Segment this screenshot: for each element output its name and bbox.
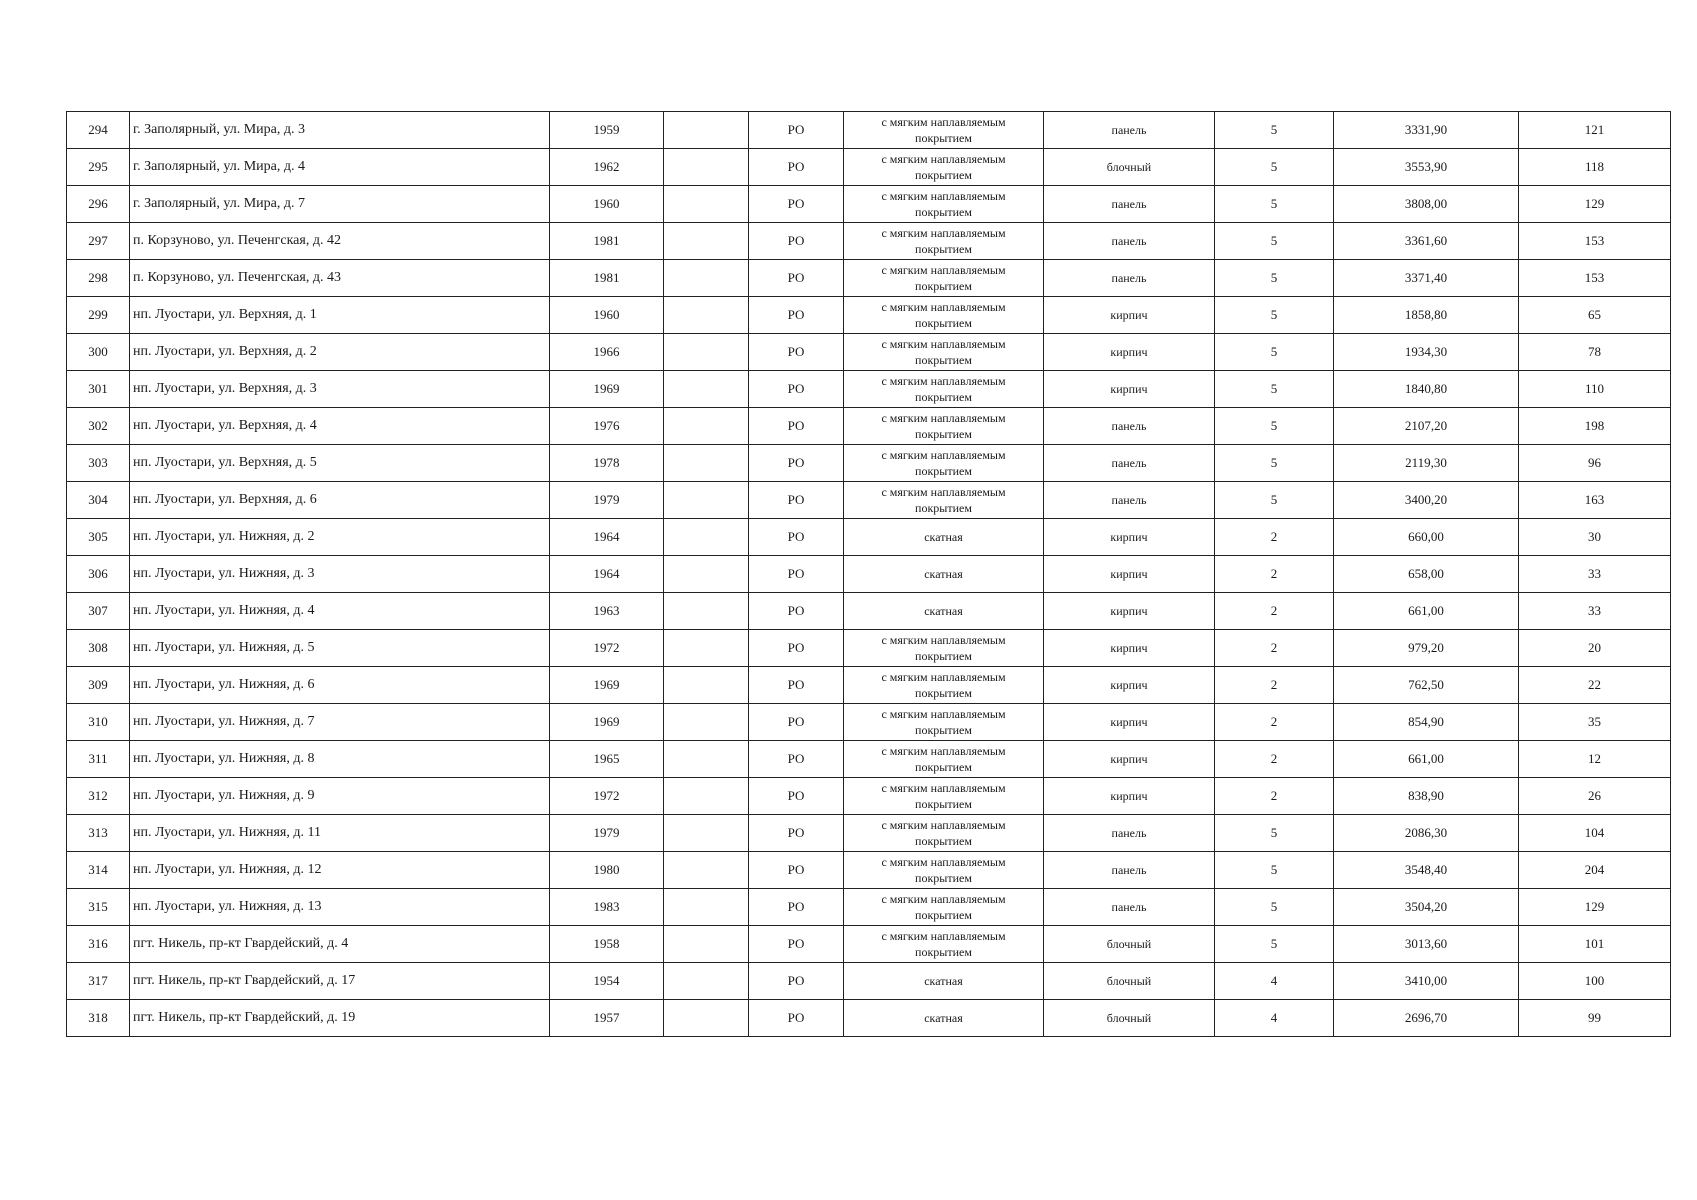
residents-cell: 153 <box>1519 223 1671 260</box>
empty-cell <box>664 482 749 519</box>
wall-material-cell: блочный <box>1044 963 1215 1000</box>
area-cell: 2119,30 <box>1334 445 1519 482</box>
roof-type-cell: скатная <box>844 963 1044 1000</box>
wall-material-cell: кирпич <box>1044 630 1215 667</box>
residents-cell: 129 <box>1519 889 1671 926</box>
table-row <box>67 297 1671 334</box>
build-year-cell: 1979 <box>550 815 664 852</box>
floors-cell: 2 <box>1215 519 1334 556</box>
row-number-cell: 298 <box>67 260 130 297</box>
program-cell: РО <box>749 371 844 408</box>
empty-cell <box>664 371 749 408</box>
build-year-cell: 1964 <box>550 556 664 593</box>
build-year-cell: 1959 <box>550 112 664 149</box>
residents-cell: 129 <box>1519 186 1671 223</box>
program-cell: РО <box>749 630 844 667</box>
address-cell: нп. Луостари, ул. Верхняя, д. 6 <box>130 482 550 519</box>
row-number-cell: 297 <box>67 223 130 260</box>
residents-cell: 12 <box>1519 741 1671 778</box>
floors-cell: 2 <box>1215 704 1334 741</box>
row-number-cell: 315 <box>67 889 130 926</box>
program-cell: РО <box>749 963 844 1000</box>
empty-cell <box>664 593 749 630</box>
residents-cell: 100 <box>1519 963 1671 1000</box>
address-cell: нп. Луостари, ул. Нижняя, д. 4 <box>130 593 550 630</box>
floors-cell: 5 <box>1215 482 1334 519</box>
residents-cell: 121 <box>1519 112 1671 149</box>
area-cell: 762,50 <box>1334 667 1519 704</box>
build-year-cell: 1965 <box>550 741 664 778</box>
floors-cell: 5 <box>1215 223 1334 260</box>
roof-type-cell: с мягким наплавляемым покрытием <box>844 889 1044 926</box>
address-cell: нп. Луостари, ул. Верхняя, д. 5 <box>130 445 550 482</box>
row-number-cell: 310 <box>67 704 130 741</box>
row-number-cell: 313 <box>67 815 130 852</box>
housing-registry-table <box>66 111 1671 1037</box>
table-row <box>67 482 1671 519</box>
area-cell: 979,20 <box>1334 630 1519 667</box>
wall-material-cell: кирпич <box>1044 371 1215 408</box>
roof-type-cell: с мягким наплавляемым покрытием <box>844 297 1044 334</box>
empty-cell <box>664 630 749 667</box>
residents-cell: 118 <box>1519 149 1671 186</box>
build-year-cell: 1954 <box>550 963 664 1000</box>
table-row <box>67 889 1671 926</box>
area-cell: 661,00 <box>1334 593 1519 630</box>
area-cell: 3808,00 <box>1334 186 1519 223</box>
address-cell: пгт. Никель, пр-кт Гвардейский, д. 17 <box>130 963 550 1000</box>
row-number-cell: 306 <box>67 556 130 593</box>
roof-type-cell: с мягким наплавляемым покрытием <box>844 260 1044 297</box>
residents-cell: 104 <box>1519 815 1671 852</box>
address-cell: нп. Луостари, ул. Нижняя, д. 9 <box>130 778 550 815</box>
wall-material-cell: панель <box>1044 445 1215 482</box>
wall-material-cell: кирпич <box>1044 556 1215 593</box>
wall-material-cell: кирпич <box>1044 297 1215 334</box>
floors-cell: 5 <box>1215 852 1334 889</box>
address-cell: п. Корзуново, ул. Печенгская, д. 42 <box>130 223 550 260</box>
floors-cell: 2 <box>1215 556 1334 593</box>
table-row <box>67 741 1671 778</box>
residents-cell: 198 <box>1519 408 1671 445</box>
row-number-cell: 307 <box>67 593 130 630</box>
roof-type-cell: с мягким наплавляемым покрытием <box>844 741 1044 778</box>
empty-cell <box>664 186 749 223</box>
build-year-cell: 1981 <box>550 260 664 297</box>
floors-cell: 5 <box>1215 149 1334 186</box>
build-year-cell: 1957 <box>550 1000 664 1037</box>
empty-cell <box>664 741 749 778</box>
empty-cell <box>664 963 749 1000</box>
floors-cell: 2 <box>1215 593 1334 630</box>
residents-cell: 26 <box>1519 778 1671 815</box>
empty-cell <box>664 297 749 334</box>
empty-cell <box>664 778 749 815</box>
area-cell: 1858,80 <box>1334 297 1519 334</box>
table-row <box>67 704 1671 741</box>
build-year-cell: 1962 <box>550 149 664 186</box>
empty-cell <box>664 852 749 889</box>
floors-cell: 2 <box>1215 667 1334 704</box>
empty-cell <box>664 149 749 186</box>
residents-cell: 99 <box>1519 1000 1671 1037</box>
wall-material-cell: панель <box>1044 112 1215 149</box>
empty-cell <box>664 334 749 371</box>
empty-cell <box>664 260 749 297</box>
area-cell: 3504,20 <box>1334 889 1519 926</box>
area-cell: 3410,00 <box>1334 963 1519 1000</box>
wall-material-cell: кирпич <box>1044 741 1215 778</box>
empty-cell <box>664 926 749 963</box>
floors-cell: 5 <box>1215 334 1334 371</box>
build-year-cell: 1969 <box>550 667 664 704</box>
residents-cell: 101 <box>1519 926 1671 963</box>
area-cell: 2086,30 <box>1334 815 1519 852</box>
address-cell: п. Корзуново, ул. Печенгская, д. 43 <box>130 260 550 297</box>
floors-cell: 4 <box>1215 1000 1334 1037</box>
wall-material-cell: кирпич <box>1044 519 1215 556</box>
table-row <box>67 815 1671 852</box>
build-year-cell: 1980 <box>550 852 664 889</box>
floors-cell: 5 <box>1215 260 1334 297</box>
table-row <box>67 926 1671 963</box>
program-cell: РО <box>749 741 844 778</box>
address-cell: нп. Луостари, ул. Нижняя, д. 7 <box>130 704 550 741</box>
floors-cell: 5 <box>1215 297 1334 334</box>
empty-cell <box>664 1000 749 1037</box>
roof-type-cell: с мягким наплавляемым покрытием <box>844 149 1044 186</box>
roof-type-cell: скатная <box>844 556 1044 593</box>
row-number-cell: 302 <box>67 408 130 445</box>
program-cell: РО <box>749 334 844 371</box>
address-cell: нп. Луостари, ул. Нижняя, д. 12 <box>130 852 550 889</box>
area-cell: 3371,40 <box>1334 260 1519 297</box>
empty-cell <box>664 667 749 704</box>
table-row <box>67 852 1671 889</box>
wall-material-cell: кирпич <box>1044 704 1215 741</box>
wall-material-cell: блочный <box>1044 926 1215 963</box>
program-cell: РО <box>749 889 844 926</box>
area-cell: 661,00 <box>1334 741 1519 778</box>
roof-type-cell: с мягким наплавляемым покрытием <box>844 482 1044 519</box>
area-cell: 3013,60 <box>1334 926 1519 963</box>
program-cell: РО <box>749 445 844 482</box>
wall-material-cell: панель <box>1044 186 1215 223</box>
floors-cell: 5 <box>1215 186 1334 223</box>
floors-cell: 5 <box>1215 445 1334 482</box>
residents-cell: 78 <box>1519 334 1671 371</box>
wall-material-cell: кирпич <box>1044 667 1215 704</box>
area-cell: 1840,80 <box>1334 371 1519 408</box>
wall-material-cell: кирпич <box>1044 778 1215 815</box>
residents-cell: 153 <box>1519 260 1671 297</box>
table-row <box>67 371 1671 408</box>
program-cell: РО <box>749 778 844 815</box>
residents-cell: 163 <box>1519 482 1671 519</box>
table-row <box>67 112 1671 149</box>
roof-type-cell: с мягким наплавляемым покрытием <box>844 704 1044 741</box>
build-year-cell: 1978 <box>550 445 664 482</box>
row-number-cell: 318 <box>67 1000 130 1037</box>
row-number-cell: 311 <box>67 741 130 778</box>
table-row <box>67 334 1671 371</box>
wall-material-cell: кирпич <box>1044 593 1215 630</box>
address-cell: г. Заполярный, ул. Мира, д. 3 <box>130 112 550 149</box>
address-cell: г. Заполярный, ул. Мира, д. 4 <box>130 149 550 186</box>
table-row <box>67 223 1671 260</box>
table-row <box>67 519 1671 556</box>
row-number-cell: 301 <box>67 371 130 408</box>
program-cell: РО <box>749 926 844 963</box>
floors-cell: 2 <box>1215 741 1334 778</box>
program-cell: РО <box>749 482 844 519</box>
program-cell: РО <box>749 667 844 704</box>
row-number-cell: 316 <box>67 926 130 963</box>
table-row <box>67 963 1671 1000</box>
residents-cell: 65 <box>1519 297 1671 334</box>
wall-material-cell: панель <box>1044 889 1215 926</box>
roof-type-cell: с мягким наплавляемым покрытием <box>844 223 1044 260</box>
roof-type-cell: с мягким наплавляемым покрытием <box>844 815 1044 852</box>
document-page <box>66 111 1671 1037</box>
row-number-cell: 308 <box>67 630 130 667</box>
address-cell: нп. Луостари, ул. Нижняя, д. 2 <box>130 519 550 556</box>
build-year-cell: 1979 <box>550 482 664 519</box>
build-year-cell: 1969 <box>550 704 664 741</box>
program-cell: РО <box>749 704 844 741</box>
wall-material-cell: кирпич <box>1044 334 1215 371</box>
row-number-cell: 317 <box>67 963 130 1000</box>
residents-cell: 20 <box>1519 630 1671 667</box>
area-cell: 660,00 <box>1334 519 1519 556</box>
address-cell: нп. Луостари, ул. Нижняя, д. 8 <box>130 741 550 778</box>
row-number-cell: 309 <box>67 667 130 704</box>
residents-cell: 110 <box>1519 371 1671 408</box>
floors-cell: 4 <box>1215 963 1334 1000</box>
residents-cell: 35 <box>1519 704 1671 741</box>
area-cell: 658,00 <box>1334 556 1519 593</box>
floors-cell: 5 <box>1215 408 1334 445</box>
program-cell: РО <box>749 593 844 630</box>
floors-cell: 2 <box>1215 778 1334 815</box>
floors-cell: 5 <box>1215 889 1334 926</box>
roof-type-cell: с мягким наплавляемым покрытием <box>844 926 1044 963</box>
build-year-cell: 1972 <box>550 778 664 815</box>
roof-type-cell: с мягким наплавляемым покрытием <box>844 408 1044 445</box>
floors-cell: 5 <box>1215 112 1334 149</box>
program-cell: РО <box>749 1000 844 1037</box>
program-cell: РО <box>749 149 844 186</box>
wall-material-cell: панель <box>1044 482 1215 519</box>
area-cell: 838,90 <box>1334 778 1519 815</box>
area-cell: 3400,20 <box>1334 482 1519 519</box>
empty-cell <box>664 445 749 482</box>
row-number-cell: 305 <box>67 519 130 556</box>
build-year-cell: 1958 <box>550 926 664 963</box>
area-cell: 854,90 <box>1334 704 1519 741</box>
wall-material-cell: панель <box>1044 223 1215 260</box>
build-year-cell: 1964 <box>550 519 664 556</box>
area-cell: 2696,70 <box>1334 1000 1519 1037</box>
row-number-cell: 299 <box>67 297 130 334</box>
row-number-cell: 295 <box>67 149 130 186</box>
program-cell: РО <box>749 556 844 593</box>
roof-type-cell: с мягким наплавляемым покрытием <box>844 186 1044 223</box>
build-year-cell: 1972 <box>550 630 664 667</box>
build-year-cell: 1983 <box>550 889 664 926</box>
roof-type-cell: скатная <box>844 519 1044 556</box>
build-year-cell: 1963 <box>550 593 664 630</box>
program-cell: РО <box>749 186 844 223</box>
address-cell: пгт. Никель, пр-кт Гвардейский, д. 4 <box>130 926 550 963</box>
program-cell: РО <box>749 408 844 445</box>
empty-cell <box>664 704 749 741</box>
roof-type-cell: с мягким наплавляемым покрытием <box>844 112 1044 149</box>
address-cell: нп. Луостари, ул. Верхняя, д. 3 <box>130 371 550 408</box>
address-cell: нп. Луостари, ул. Верхняя, д. 4 <box>130 408 550 445</box>
program-cell: РО <box>749 260 844 297</box>
table-row <box>67 667 1671 704</box>
table-row <box>67 556 1671 593</box>
residents-cell: 204 <box>1519 852 1671 889</box>
wall-material-cell: блочный <box>1044 1000 1215 1037</box>
table-row <box>67 778 1671 815</box>
table-row <box>67 630 1671 667</box>
wall-material-cell: панель <box>1044 852 1215 889</box>
address-cell: нп. Луостари, ул. Нижняя, д. 11 <box>130 815 550 852</box>
floors-cell: 5 <box>1215 815 1334 852</box>
wall-material-cell: панель <box>1044 815 1215 852</box>
table-row <box>67 260 1671 297</box>
roof-type-cell: с мягким наплавляемым покрытием <box>844 371 1044 408</box>
roof-type-cell: с мягким наплавляемым покрытием <box>844 778 1044 815</box>
empty-cell <box>664 815 749 852</box>
row-number-cell: 314 <box>67 852 130 889</box>
area-cell: 3361,60 <box>1334 223 1519 260</box>
floors-cell: 2 <box>1215 630 1334 667</box>
address-cell: нп. Луостари, ул. Нижняя, д. 3 <box>130 556 550 593</box>
build-year-cell: 1960 <box>550 186 664 223</box>
roof-type-cell: с мягким наплавляемым покрытием <box>844 334 1044 371</box>
address-cell: нп. Луостари, ул. Нижняя, д. 13 <box>130 889 550 926</box>
empty-cell <box>664 112 749 149</box>
row-number-cell: 294 <box>67 112 130 149</box>
wall-material-cell: блочный <box>1044 149 1215 186</box>
roof-type-cell: скатная <box>844 593 1044 630</box>
table-row <box>67 408 1671 445</box>
residents-cell: 22 <box>1519 667 1671 704</box>
area-cell: 3331,90 <box>1334 112 1519 149</box>
row-number-cell: 304 <box>67 482 130 519</box>
residents-cell: 30 <box>1519 519 1671 556</box>
roof-type-cell: с мягким наплавляемым покрытием <box>844 852 1044 889</box>
wall-material-cell: панель <box>1044 408 1215 445</box>
row-number-cell: 296 <box>67 186 130 223</box>
area-cell: 1934,30 <box>1334 334 1519 371</box>
table-body <box>67 112 1671 1037</box>
program-cell: РО <box>749 852 844 889</box>
build-year-cell: 1969 <box>550 371 664 408</box>
empty-cell <box>664 556 749 593</box>
table-row <box>67 1000 1671 1037</box>
empty-cell <box>664 408 749 445</box>
address-cell: г. Заполярный, ул. Мира, д. 7 <box>130 186 550 223</box>
address-cell: нп. Луостари, ул. Нижняя, д. 5 <box>130 630 550 667</box>
build-year-cell: 1981 <box>550 223 664 260</box>
table-row <box>67 593 1671 630</box>
roof-type-cell: с мягким наплавляемым покрытием <box>844 630 1044 667</box>
area-cell: 3553,90 <box>1334 149 1519 186</box>
residents-cell: 33 <box>1519 593 1671 630</box>
roof-type-cell: скатная <box>844 1000 1044 1037</box>
program-cell: РО <box>749 297 844 334</box>
floors-cell: 5 <box>1215 371 1334 408</box>
empty-cell <box>664 223 749 260</box>
wall-material-cell: панель <box>1044 260 1215 297</box>
residents-cell: 96 <box>1519 445 1671 482</box>
residents-cell: 33 <box>1519 556 1671 593</box>
build-year-cell: 1976 <box>550 408 664 445</box>
row-number-cell: 312 <box>67 778 130 815</box>
row-number-cell: 303 <box>67 445 130 482</box>
row-number-cell: 300 <box>67 334 130 371</box>
table-row <box>67 149 1671 186</box>
area-cell: 2107,20 <box>1334 408 1519 445</box>
address-cell: нп. Луостари, ул. Верхняя, д. 1 <box>130 297 550 334</box>
build-year-cell: 1966 <box>550 334 664 371</box>
floors-cell: 5 <box>1215 926 1334 963</box>
program-cell: РО <box>749 815 844 852</box>
empty-cell <box>664 889 749 926</box>
address-cell: пгт. Никель, пр-кт Гвардейский, д. 19 <box>130 1000 550 1037</box>
program-cell: РО <box>749 519 844 556</box>
table-row <box>67 445 1671 482</box>
address-cell: нп. Луостари, ул. Нижняя, д. 6 <box>130 667 550 704</box>
area-cell: 3548,40 <box>1334 852 1519 889</box>
program-cell: РО <box>749 223 844 260</box>
build-year-cell: 1960 <box>550 297 664 334</box>
empty-cell <box>664 519 749 556</box>
address-cell: нп. Луостари, ул. Верхняя, д. 2 <box>130 334 550 371</box>
roof-type-cell: с мягким наплавляемым покрытием <box>844 667 1044 704</box>
roof-type-cell: с мягким наплавляемым покрытием <box>844 445 1044 482</box>
table-row <box>67 186 1671 223</box>
program-cell: РО <box>749 112 844 149</box>
